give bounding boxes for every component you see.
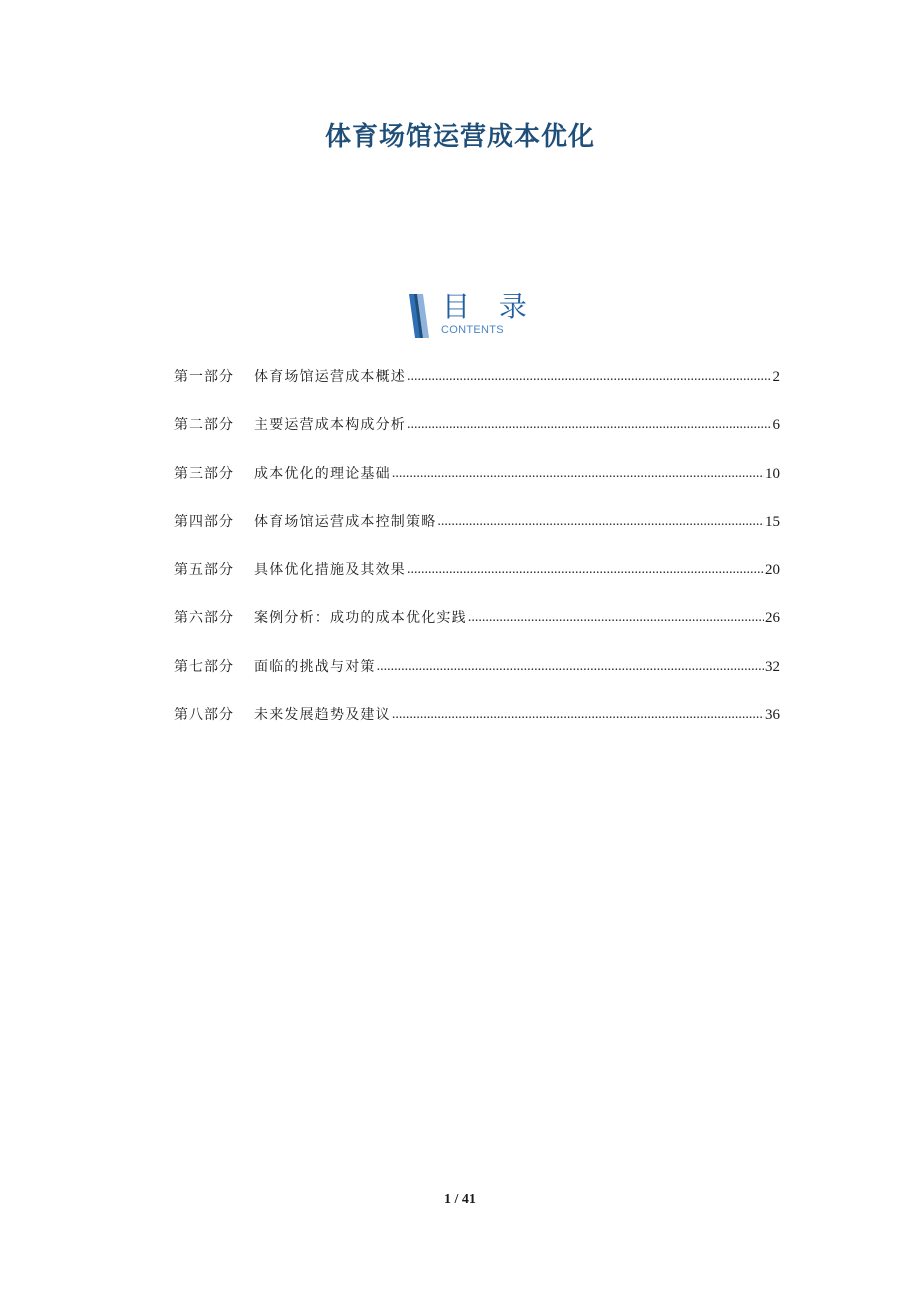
toc-entry[interactable] xyxy=(174,608,780,656)
toc-entry-title: 成本优化的理论基础 xyxy=(254,465,391,482)
toc-logo-icon xyxy=(408,294,430,338)
toc-entry-title: 面临的挑战与对策 xyxy=(254,658,376,675)
toc-entry-page: 2 xyxy=(772,369,780,385)
toc-entry-title: 案例分析：成功的成本优化实践 xyxy=(254,610,467,627)
toc-entry-leader xyxy=(468,608,764,628)
toc-entry-title: 具体优化措施及其效果 xyxy=(254,562,406,579)
toc-entry-part: 第三部分 xyxy=(174,465,234,482)
toc-entry-title: 体育场馆运营成本概述 xyxy=(254,369,406,385)
toc-entry-part: 第六部分 xyxy=(174,610,234,627)
toc-entry-leader xyxy=(407,367,772,387)
toc-entry-part: 第二部分 xyxy=(174,417,234,434)
toc-entry-leader xyxy=(392,705,764,725)
toc-entry-part: 第八部分 xyxy=(174,707,234,724)
toc-entry[interactable] xyxy=(174,657,780,705)
toc-entry-page: 10 xyxy=(765,465,780,482)
toc-entry[interactable] xyxy=(174,512,780,560)
toc-entry[interactable] xyxy=(174,367,780,415)
toc-entry[interactable] xyxy=(174,415,780,463)
toc-entry-title: 主要运营成本构成分析 xyxy=(254,417,406,434)
toc-entry-page: 26 xyxy=(765,610,780,627)
toc-header xyxy=(408,290,537,338)
toc-entry-leader xyxy=(407,415,772,435)
toc-entry[interactable] xyxy=(174,705,780,753)
toc-entry-leader xyxy=(377,657,764,677)
toc-entry-page: 32 xyxy=(765,658,780,675)
toc-entry-leader xyxy=(407,560,764,580)
page-indicator: 1 / 41 xyxy=(444,1192,476,1207)
toc-list xyxy=(174,367,780,753)
toc-entry-title: 未来发展趋势及建议 xyxy=(254,707,391,724)
toc-entry-page: 20 xyxy=(765,562,780,579)
toc-subheading: CONTENTS xyxy=(441,324,504,336)
toc-entry-part: 第七部分 xyxy=(174,658,234,675)
toc-entry-part: 第五部分 xyxy=(174,562,234,579)
toc-entry[interactable] xyxy=(174,560,780,608)
toc-heading: 目 录 xyxy=(442,290,537,323)
toc-entry-page: 36 xyxy=(765,707,780,724)
toc-entry-page: 6 xyxy=(772,417,780,434)
toc-entry-page: 15 xyxy=(765,513,780,530)
toc-entry-part: 第一部分 xyxy=(174,369,234,385)
toc-entry-leader xyxy=(392,464,764,484)
toc-entry[interactable] xyxy=(174,464,780,512)
toc-entry-leader xyxy=(437,512,764,532)
toc-entry-part: 第四部分 xyxy=(174,513,234,530)
document-title: 体育场馆运营成本优化 xyxy=(324,122,595,152)
toc-entry-title: 体育场馆运营成本控制策略 xyxy=(254,513,437,530)
